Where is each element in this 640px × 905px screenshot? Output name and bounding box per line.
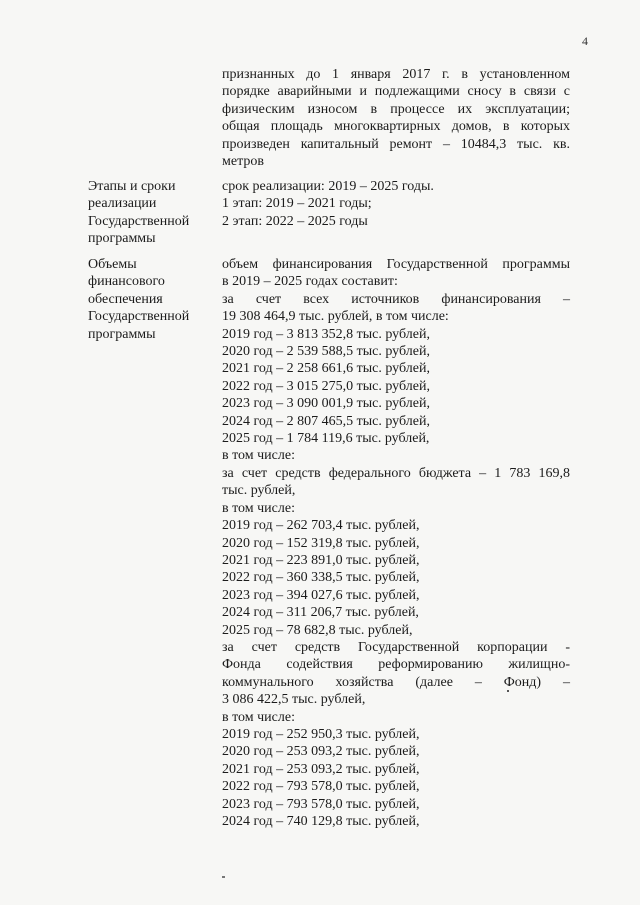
continuation-line: порядке аварийными и подлежащими сносу в связи с xyxy=(222,84,570,100)
value-line: 3 086 422,5 тыс. рублей, xyxy=(222,692,366,708)
value-line: 2022 год – 360 338,5 тыс. рублей, xyxy=(222,570,420,586)
value-line: 2024 год – 311 206,7 тыс. рублей, xyxy=(222,605,419,621)
funding-label xyxy=(88,256,206,343)
value-line: за счет всех источников финансирования – xyxy=(222,291,570,307)
continuation-text xyxy=(222,66,570,170)
value-line: 19 308 464,9 тыс. рублей, в том числе: xyxy=(222,309,449,325)
value-line: 2025 год – 78 682,8 тыс. рублей, xyxy=(222,622,413,638)
value-line: 2023 год – 3 090 001,9 тыс. рублей, xyxy=(222,396,430,412)
label-line: Государственной xyxy=(88,309,190,325)
scan-speck xyxy=(507,690,509,692)
page-number: 4 xyxy=(582,34,588,48)
value-line: 2024 год – 740 129,8 тыс. рублей, xyxy=(222,814,420,829)
value-line: 2020 год – 2 539 588,5 тыс. рублей, xyxy=(222,344,430,360)
label-line: Объемы xyxy=(88,257,137,272)
label-line: программы xyxy=(88,231,156,247)
value-line: Фонда содействия реформированию жилищно- xyxy=(222,657,570,673)
value-line: за счет средств федерального бюджета – 1 783 169,8 xyxy=(222,465,570,481)
value-line: 2021 год – 223 891,0 тыс. рублей, xyxy=(222,552,420,568)
value-line: 2020 год – 253 093,2 тыс. рублей, xyxy=(222,744,420,760)
value-line: 2021 год – 2 258 661,6 тыс. рублей, xyxy=(222,361,430,377)
value-line: 2019 год – 3 813 352,8 тыс. рублей, xyxy=(222,326,430,342)
value-line: 2019 год – 252 950,3 тыс. рублей, xyxy=(222,726,420,742)
value-line: объем финансирования Государственной программы xyxy=(222,257,570,272)
funding-value xyxy=(222,256,570,830)
value-line: срок реализации: 2019 – 2025 годы. xyxy=(222,179,434,194)
continuation-line: общая площадь многоквартирных домов, в которых xyxy=(222,119,570,135)
label-line: программы xyxy=(88,326,156,342)
value-line: 2025 год – 1 784 119,6 тыс. рублей, xyxy=(222,431,430,447)
label-line: Государственной xyxy=(88,213,190,229)
value-line: в том числе: xyxy=(222,500,295,516)
value-line: 2019 год – 262 703,4 тыс. рублей, xyxy=(222,518,420,534)
value-line: 2023 год – 394 027,6 тыс. рублей, xyxy=(222,587,420,603)
label-line: обеспечения xyxy=(88,291,163,307)
value-line: за счет средств Государственной корпорации - xyxy=(222,639,570,655)
value-line: коммунального хозяйства (далее – Фонд) – xyxy=(222,674,570,690)
value-line: 2020 год – 152 319,8 тыс. рублей, xyxy=(222,535,420,551)
continuation-line: признанных до 1 января 2017 г. в установленном xyxy=(222,67,570,82)
value-line: 2022 год – 3 015 275,0 тыс. рублей, xyxy=(222,378,430,394)
value-line: 1 этап: 2019 – 2021 годы; xyxy=(222,196,372,212)
value-line: тыс. рублей, xyxy=(222,483,296,499)
value-line: в том числе: xyxy=(222,709,295,725)
label-line: реализации xyxy=(88,196,157,212)
label-line: финансового xyxy=(88,274,165,290)
continuation-line: метров xyxy=(222,154,264,170)
scan-mark xyxy=(222,876,225,878)
value-line: 2022 год – 793 578,0 тыс. рублей, xyxy=(222,779,420,795)
continuation-line: физическим износом в процессе их эксплуатации; xyxy=(222,101,570,117)
continuation-line: произведен капитальный ремонт – 10484,3 тыс. кв. xyxy=(222,136,570,152)
value-line: в том числе: xyxy=(222,448,295,464)
stages-label xyxy=(88,178,206,248)
label-line: Этапы и сроки xyxy=(88,179,176,194)
value-line: 2 этап: 2022 – 2025 годы xyxy=(222,213,368,229)
stages-value xyxy=(222,178,570,230)
value-line: в 2019 – 2025 годах составит: xyxy=(222,274,398,290)
value-line: 2024 год – 2 807 465,5 тыс. рублей, xyxy=(222,413,430,429)
value-line: 2021 год – 253 093,2 тыс. рублей, xyxy=(222,761,420,777)
value-line: 2023 год – 793 578,0 тыс. рублей, xyxy=(222,796,420,812)
